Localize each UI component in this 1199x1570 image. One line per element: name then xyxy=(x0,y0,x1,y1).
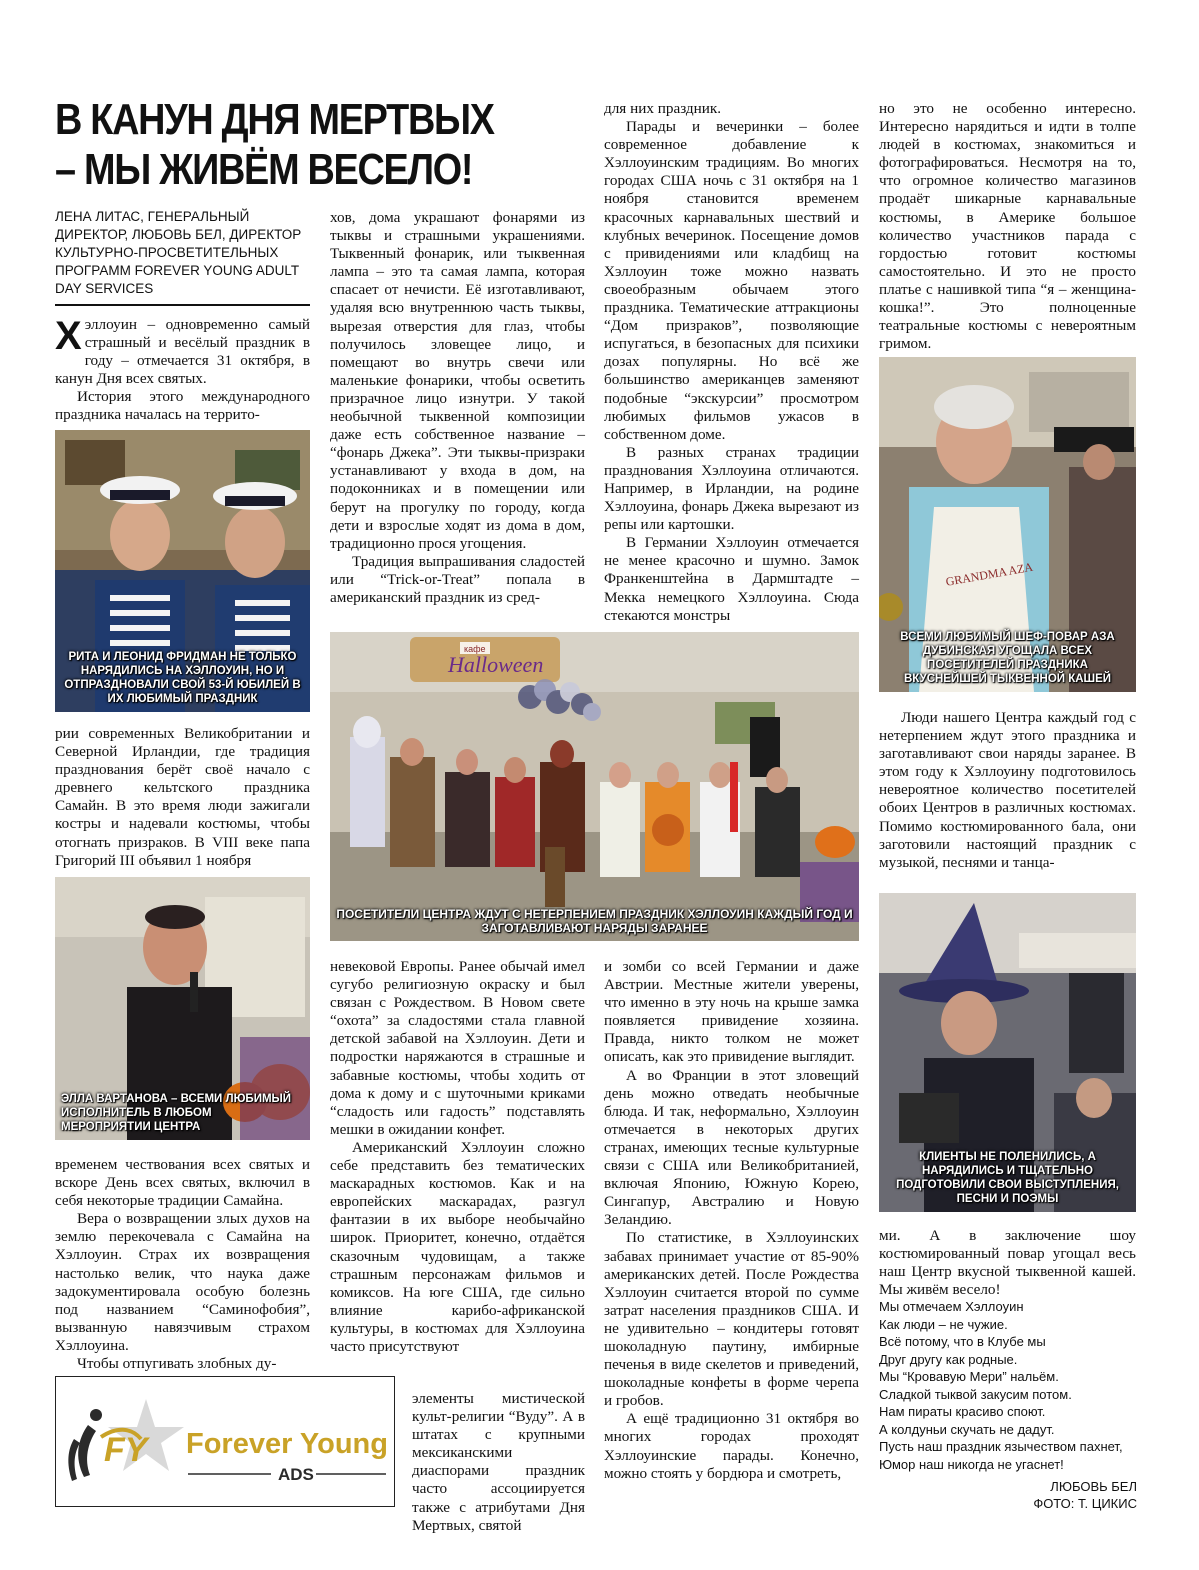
ad-sub: ADS xyxy=(278,1465,314,1484)
poem-line: Сладкой тыквой закусим потом. xyxy=(879,1386,1072,1402)
banner-cafe-text: кафе xyxy=(464,644,486,654)
headline-line-2: – МЫ ЖИВЁМ ВЕСЕЛО! xyxy=(55,145,473,194)
column-4-bottom xyxy=(879,1227,1136,1299)
column-2-bottom xyxy=(330,958,585,1356)
column-2-wrap xyxy=(412,1390,585,1535)
column-1-middle xyxy=(55,725,310,870)
poem-line: А колдуньи скучать не дадут. xyxy=(879,1421,1055,1437)
paragraph: Традиция выпрашивания сладостей или “Trick-or-Treat” попала в американский праздник из сред- xyxy=(330,552,585,606)
banner-halloween-text: Halloween xyxy=(448,652,544,677)
ad-logo-letters: FY xyxy=(104,1431,148,1469)
column-4-middle xyxy=(879,709,1136,872)
lead-text: эллоуин – одновременно самый страшный и весёлый праздник в году – отмечается 31 октября, в канун Дня всех святых. xyxy=(55,316,310,388)
paragraph: По статистике, в Хэллоуинских забавах принимает участие от 85-90% американских детей. После Рождества Хэллоуин считается второй по сумме затрат населения праздников США. И не удивительно – кондитеры готовят шоколадную паутину, имбирные печенья в виде скелетов и приведений, шоколадные конфеты в форме черепа и гробов. xyxy=(604,1229,859,1410)
figures-icon xyxy=(68,1409,102,1481)
byline: ЛЕНА ЛИТАС, ГЕНЕРАЛЬНЫЙ ДИРЕКТОР, ЛЮБОВЬ БЕЛ, ДИРЕКТОР КУЛЬТУРНО-ПРОСВЕТИТЕЛЬНЫХ ПРОГРАММ FOREVER YOUNG ADULT DAY SERVICES xyxy=(55,208,310,306)
paragraph: Вера о возвращении злых духов на землю перекочевала с Самайна на Хэллоуин. Страх их возвращения настолько велик, что наука даже задокументировала особую болезнь под названием “Саминофобия”, вызванную навязчивым страхом Хэллоуина. xyxy=(55,1210,310,1354)
paragraph: элементы мистической культ-религии “Вуду”. А в штатах с крупными мексиканскими диаспорами праздник часто ассоциируется также с атрибутами Дня Мертвых, святой xyxy=(412,1390,585,1534)
author-credit: ЛЮБОВЬ БЕЛ xyxy=(1050,1479,1137,1494)
photo-singer xyxy=(55,877,310,1140)
forever-young-logo xyxy=(56,1377,394,1506)
paragraph: временем чествования всех святых и вскоре День всех святых, включил в себя некоторые традиции Самайна. xyxy=(55,1156,310,1210)
column-2-top xyxy=(330,209,585,607)
headline xyxy=(55,95,494,195)
paragraph: но это не особенно интересно. Интересно нарядиться и идти в толпе людей в костюмах, знакомиться и фотографироваться. Несмотря на то, что огромное количество магазинов продаёт шикарные карнавальные костюмы, в Америке большое количество участников парада с гордостью готовит костюмы самостоятельно. И это не просто платье с нашивкой типа “я – женщина-кошка!”. Это полноценные театральные костюмы с невероятным гримом. xyxy=(879,100,1136,353)
column-3-top xyxy=(604,100,859,625)
paragraph: В Германии Хэллоуин отмечается не менее красочно и шумно. Замок Франкенштейна в Дармштадте – Мекка немецкого Хэллоуина. Сюда стекаются монстры xyxy=(604,534,859,624)
paragraph: невековой Европы. Ранее обычай имел сугубо религиозную окраску и был связан с Рождеством. В Новом свете “охота” за сладостями стала главной детской забавой на Хэллоуин. Дети и подростки наряжаются в страшные и забавные костюмы, чтобы ходить от дома к дому и с шуточными криками “сладость или гадость” подставлять мешки в ожидании конфет. xyxy=(330,958,585,1138)
apron-text: GRANDMA AZA xyxy=(944,559,1034,589)
paragraph: А во Франции в этот зловещий день можно отведать необычные блюда. И так, неформально, Хэллоуин отмечается в некоторых других странах, имеющих тесные культурные связи с США или Великобританией, включая Японию, Южную Корею, Сингапур, Австралию и Новую Зеландию. xyxy=(604,1066,859,1229)
group-photo-image xyxy=(330,632,859,941)
paragraph: Американский Хэллоуин сложно себе представить без тематических маскарадных костюмов. Как и на европейских маскарадах, разгул фантазии в их выборе необычайно широк. Приоритет, конечно, отдаётся сказочным чудовищам, а также страшным персонажам фильмов и комиксов. На юге США, где сильно влияние карибо-африканской культуры, в костюмах для Хэллоуина часто присутствуют xyxy=(330,1138,585,1355)
photo-caption: КЛИЕНТЫ НЕ ПОЛЕНИЛИСЬ, А НАРЯДИЛИСЬ И ТЩАТЕЛЬНО ПОДГОТОВИЛИ СВОИ ВЫСТУПЛЕНИЯ, ПЕСНИ И ПОЭМЫ xyxy=(896,1151,1119,1205)
paragraph: В разных странах традиции празднования Хэллоуина отличаются. Например, в Ирландии, на родине Хэллоуина, фонарь Джека вырезают из репы или картошки. xyxy=(604,443,859,534)
paragraph: А ещё традиционно 31 октября во многих городах проходят Хэллоуинские парады. Конечно, можно стоять у бордюра и смотреть, xyxy=(604,1410,859,1482)
poem-line: Друг другу как родные. xyxy=(879,1351,1018,1367)
poem-line: Мы отмечаем Хэллоуин xyxy=(879,1299,1024,1314)
poem-line: Как люди – не чужие. xyxy=(879,1316,1008,1332)
paragraph: хов, дома украшают фонарями из тыквы и страшными украшениями. Тыквенный фонарик, или тыквенная лампа – это та самая лампа, которая спасает от нечисти. Её изготавливают, удаляя всю внутреннюю часть тыквы, вырезая отверстия для глаз, чтобы получилось зловещее лицо, и помещают во внутрь свечи или маленькие фонарики, чтобы осветить призрачное лицо изнутри. У такой необычной тыквенной композиции даже есть собственное название – “фонарь Джека”. Эти тыквы-призраки устанавливают у входа в дом, на подоконниках и в помещении или берут на прогулку по городу, когда дети и взрослые ходят из дома в дом, традиционно прося угощения. xyxy=(330,209,585,552)
photo-witch xyxy=(879,893,1136,1212)
poem-line: Юмор наш никогда не угаснет! xyxy=(879,1456,1064,1472)
paragraph: для них праздник. xyxy=(604,100,722,117)
column-1-top xyxy=(55,316,310,425)
paragraph: Люди нашего Центра каждый год с нетерпением ждут этого праздника и заготавливают свои наряды заранее. В этом году к Хэллоуину подготовилось невероятное количество посетителей обоих Центров в различных костюмах. Помимо костюмированного бала, они заготовили настоящий праздник с музыкой, песнями и танца- xyxy=(879,709,1136,871)
poem-line: Пусть наш праздник язычеством пахнет, xyxy=(879,1439,1123,1454)
paragraph: ми. А в заключение шоу костюмированный повар угощал весь наш Центр вкусной тыквенной кашей. Мы живём весело! xyxy=(879,1227,1136,1299)
credits xyxy=(930,1478,1137,1512)
poem xyxy=(879,1298,1136,1473)
drop-cap: Х xyxy=(55,314,82,358)
forever-young-ad[interactable] xyxy=(55,1376,395,1507)
photo-caption: ПОСЕТИТЕЛИ ЦЕНТРА ЖДУТ С НЕТЕРПЕНИЕМ ПРАЗДНИК ХЭЛЛОУИН КАЖДЫЙ ГОД И ЗАГОТАВЛИВАЮТ НАРЯДЫ ЗАРАНЕЕ xyxy=(336,907,853,935)
paragraph: История этого международного праздника началась на террито- xyxy=(55,388,310,424)
photo-caption: ЭЛЛА ВАРТАНОВА – ВСЕМИ ЛЮБИМЫЙ ИСПОЛНИТЕЛЬ В ЛЮБОМ МЕРОПРИЯТИИ ЦЕНТРА xyxy=(61,1093,292,1133)
photo-group xyxy=(330,632,859,941)
column-1-bottom xyxy=(55,1156,310,1373)
paragraph: рии современных Великобритании и Северной Ирландии, где традиция празднования берёт своё начало с древнего кельтского праздника Самайн. В это время люди зажигали костры и надевали костюмы, чтобы отогнать призраков. В VIII веке папа Григорий III объявил 1 ноября xyxy=(55,725,310,869)
photo-credit: ФОТО: Т. ЦИКИС xyxy=(1033,1496,1137,1511)
poem-line: Нам пираты красиво споют. xyxy=(879,1404,1046,1419)
photo-caption: ВСЕМИ ЛЮБИМЫЙ ШЕФ-ПОВАР АЗА ДУБИНСКАЯ УГОЩАЛА ВСЕХ ПОСЕТИТЕЛЕЙ ПРАЗДНИКА ВКУСНЕЙШЕЙ ТЫКВЕННОЙ КАШЕЙ xyxy=(900,631,1115,685)
poem-line: Мы “Кровавую Мери” нальём. xyxy=(879,1369,1059,1384)
photo-chef xyxy=(879,357,1136,692)
lead-paragraph xyxy=(55,316,310,388)
column-4-top xyxy=(879,100,1136,353)
column-3-bottom xyxy=(604,958,859,1483)
paragraph: Чтобы отпугивать злобных ду- xyxy=(77,1355,277,1373)
poem-line: Всё потому, что в Клубе мы xyxy=(879,1334,1046,1349)
headline-line-1: В КАНУН ДНЯ МЕРТВЫХ xyxy=(55,95,494,144)
paragraph: Парады и вечеринки – более современное добавление к Хэллоуинским традициям. Во многих городах США ночь с 31 октября на 1 ноября становится временем красочных карнавальных шествий и клубных вечеринок. Посещение домов с привидениями или кладбищ на Хэллоуин тоже можно назвать своеобразным обычаем этого праздника. Тематические аттракционы “Дом призраков”, позволяющие испугаться, в безопасных для психики дозах популярны. Но всё же большинство американцев заменяют подобные “экскурсии” просмотром любимых фильмов ужасов в собственном доме. xyxy=(604,118,859,443)
photo-caption: РИТА И ЛЕОНИД ФРИДМАН НЕ ТОЛЬКО НАРЯДИЛИСЬ НА ХЭЛЛОУИН, НО И ОТПРАЗДНОВАЛИ СВОЙ 53-Й ЮБИЛЕЙ В ИХ ЛЮБИМЫЙ ПРАЗДНИК xyxy=(64,651,301,705)
ad-brand: Forever Young xyxy=(186,1428,388,1460)
photo-sailors xyxy=(55,430,310,712)
paragraph: и зомби со всей Германии и даже Австрии. Местные жители уверены, что именно в эту ночь на крыше замка появляется привидение хозяина. Правда, никто толком не может описать, как это привидение выглядит. xyxy=(604,958,859,1066)
